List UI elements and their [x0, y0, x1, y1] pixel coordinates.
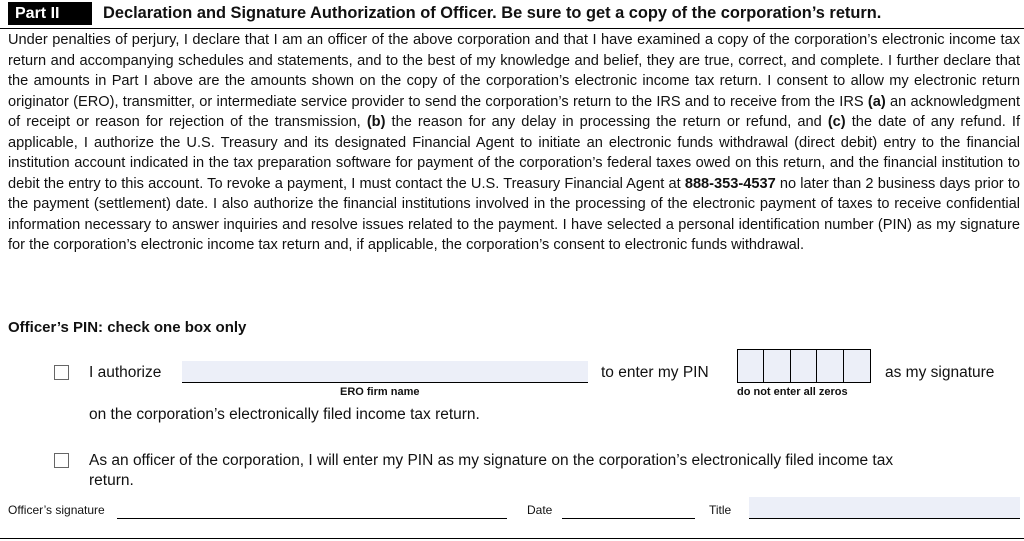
option1-line2: on the corporation’s electronically filed income tax return. — [89, 406, 480, 423]
section-title: Declaration and Signature Authorization of Officer. Be sure to get a copy of the corporation’s return. — [103, 4, 882, 22]
declaration-part-1: Under penalties of perjury, I declare that I am an officer of the above corporation and that I have examined a copy of the corporation’s electronic income tax return and accompanying schedules and statements, and to the best of my knowledge and belief, they are true, correct, and complete. I further declare that the amounts in Part I above are the amounts shown on the copy of the corporation’s electronic income tax return. I consent to allow my electronic return originator (ERO), transmitter, or intermediate service provider to send the corporation’s return to the IRS and to receive from the IRS — [8, 32, 1020, 110]
pin-digit-box[interactable] — [817, 350, 843, 382]
authorize-label: I authorize — [89, 364, 162, 381]
bottom-rule — [0, 538, 1024, 539]
declaration-part-3: the reason for any delay in processing the return or refund, and — [385, 114, 828, 130]
item-b-label: (b) — [366, 114, 386, 130]
declaration-text — [8, 30, 1020, 256]
part-header — [0, 0, 1024, 29]
declaration-part-4: the date of any refund. If applicable, I authorize the U.S. Treasury and its designated Financial Agent to initiate an electronic funds withdrawal (direct debit) entry to the financial institution account indicated in the tax preparation software for payment of the corporation’s federal taxes owed on this return, and the financial institution to debit the entry to this account. To revoke a payment, I must contact the U.S. Treasury Financial Agent at — [8, 114, 1021, 192]
treasury-phone: 888-353-4537 — [684, 175, 776, 192]
pin-digit-box[interactable] — [738, 350, 764, 382]
pin-digit-box[interactable] — [844, 350, 870, 382]
date-label: Date — [527, 503, 553, 517]
item-c-label: (c) — [827, 114, 846, 130]
authorize-ero-checkbox[interactable] — [54, 365, 69, 380]
declaration-part-5: no later than 2 business days prior to the payment (settlement) date. I also authorize the financial institutions involved in the processing of the electronic payment of taxes to receive confidential information necessary to answer inquiries and resolve issues related to the payment. I have selected a personal identification number (PIN) as my signature for the corporation’s electronic income tax return and, if applicable, the corporation’s consent to electronic funds withdrawal. — [8, 175, 1021, 253]
ero-firm-name-label: ERO firm name — [340, 386, 420, 398]
pin-digit-box[interactable] — [764, 350, 790, 382]
pin-note: do not enter all zeros — [737, 386, 848, 398]
pin-digit-box[interactable] — [791, 350, 817, 382]
officer-signature-line[interactable] — [117, 518, 507, 519]
to-enter-pin-label: to enter my PIN — [601, 364, 709, 381]
date-line[interactable] — [562, 518, 695, 519]
officer-signature-label: Officer’s signature — [8, 503, 105, 517]
officer-enter-pin-checkbox[interactable] — [54, 453, 69, 468]
part-label: Part II — [8, 2, 92, 25]
as-signature-label: as my signature — [885, 364, 995, 381]
ero-firm-name-field[interactable] — [182, 361, 588, 383]
pin-entry-field[interactable] — [737, 349, 871, 383]
option2-line1: As an officer of the corporation, I will enter my PIN as my signature on the corporation’s electronically filed income tax — [89, 452, 894, 469]
title-label: Title — [709, 503, 732, 517]
declaration-part-2: an acknowledgment of receipt or reason for rejection of the transmission, — [8, 93, 1020, 130]
option2-line2: return. — [89, 472, 134, 489]
title-field[interactable] — [749, 497, 1020, 519]
pin-section-heading: Officer’s PIN: check one box only — [8, 319, 247, 336]
item-a-label: (a) — [867, 93, 886, 110]
